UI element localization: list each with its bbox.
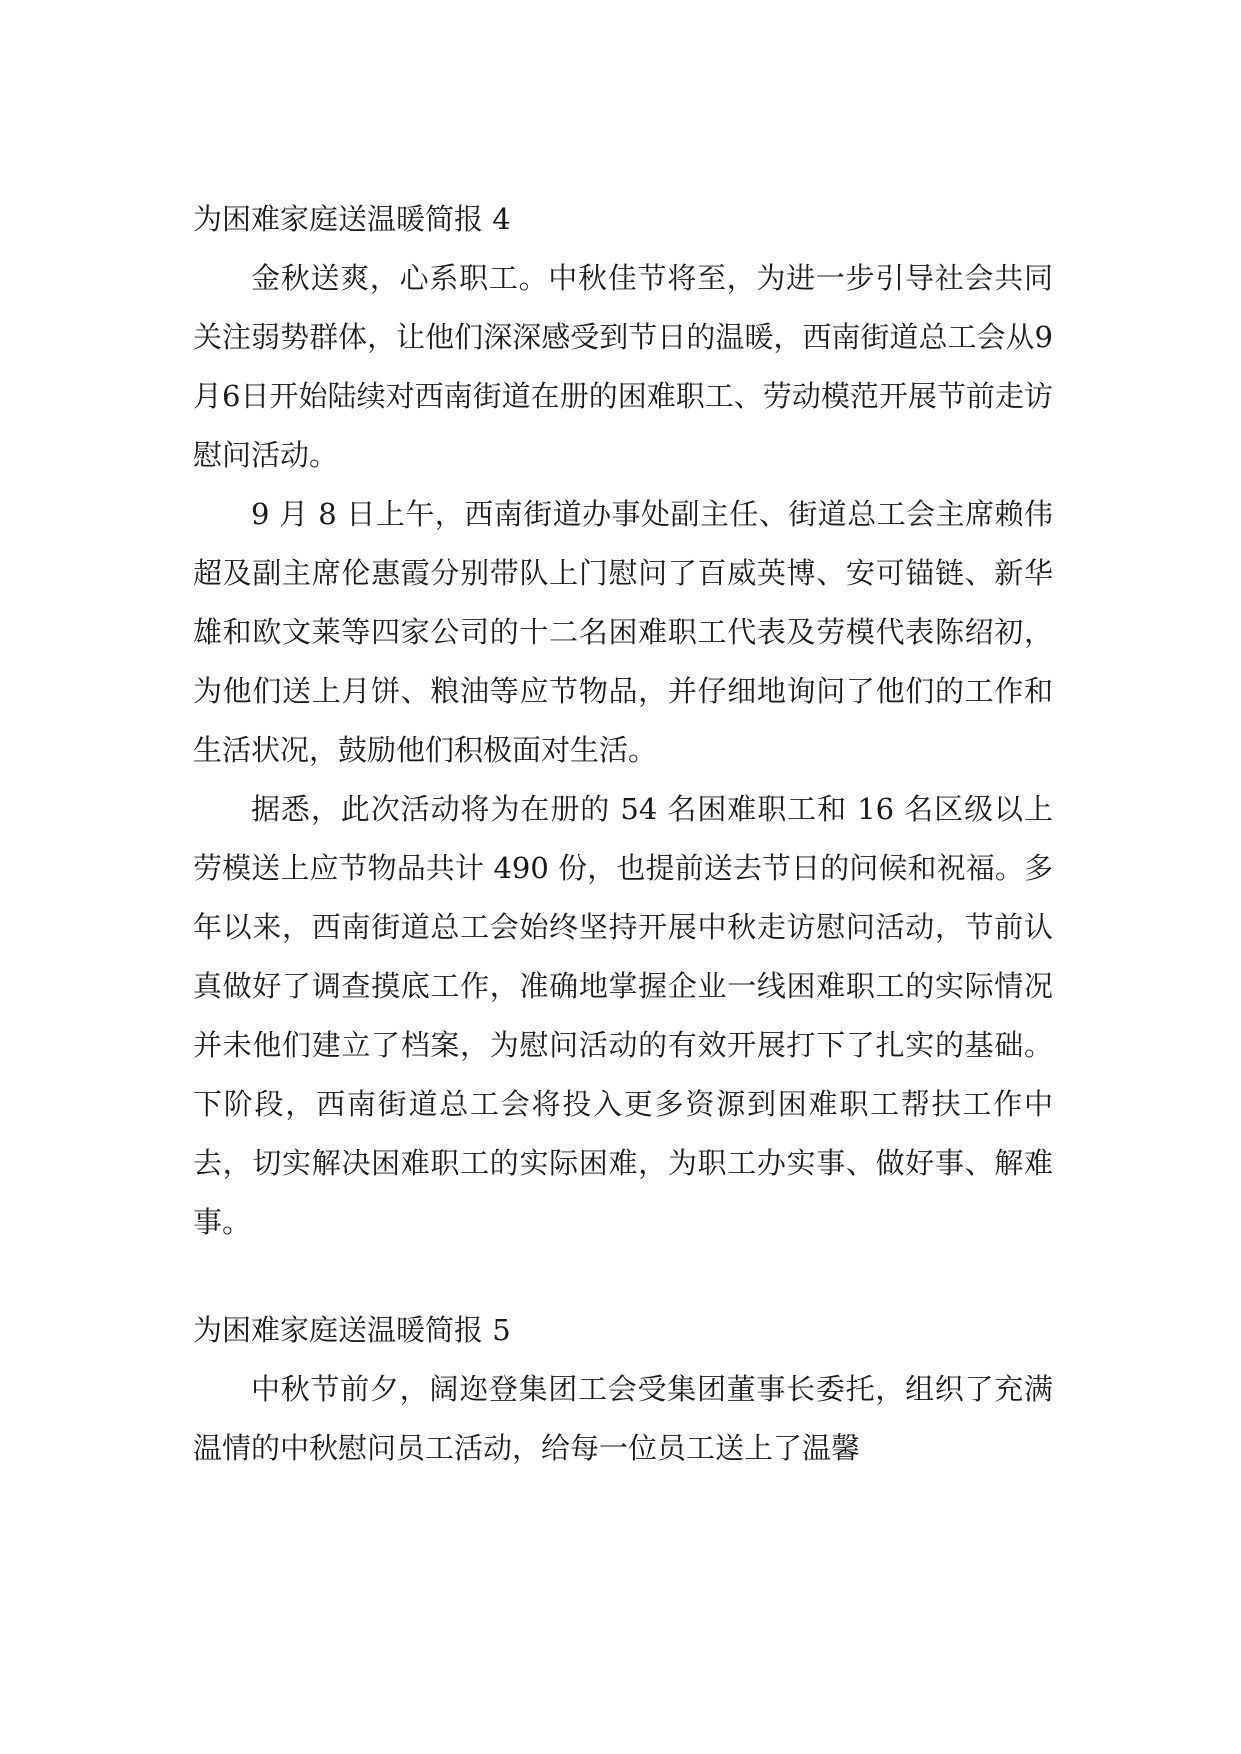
report-section-4 (193, 190, 1053, 1252)
document-body (193, 190, 1053, 1478)
body-paragraph: 中秋节前夕，阔迩登集团工会受集团董事长委托，组织了充满温情的中秋慰问员工活动，给每一位员工送上了温馨 (193, 1372, 1053, 1465)
body-paragraph: 金秋送爽，心系职工。中秋佳节将至，为进一步引导社会共同关注弱势群体，让他们深深感受到节日的温暖，西南街道总工会从9月6日开始陆续对西南街道在册的困难职工、劳动模范开展节前走访慰问活动。 (193, 261, 1053, 472)
section-heading: 为困难家庭送温暖简报 5 (193, 1313, 511, 1347)
body-paragraph: 9 月 8 日上午，西南街道办事处副主任、街道总工会主席赖伟超及副主席伦惠霞分别带队上门慰问了百威英博、安可锚链、新华雄和欧文莱等四家公司的十二名困难职工代表及劳模代表陈绍初，为他们送上月饼、粮油等应节物品，并仔细地询问了他们的工作和生活状况，鼓励他们积极面对生活。 (193, 497, 1053, 767)
section-heading: 为困难家庭送温暖简报 4 (193, 202, 511, 236)
body-paragraph: 据悉，此次活动将为在册的 54 名困难职工和 16 名区级以上劳模送上应节物品共计 490 份，也提前送去节日的问候和祝福。多年以来，西南街道总工会始终坚持开展中秋走访慰问活动，节前认真做好了调查摸底工作，准确地掌握企业一线困难职工的实际情况并未他们建立了档案，为慰问活动的有效开展打下了扎实的基础。下阶段，西南街道总工会将投入更多资源到困难职工帮扶工作中去，切实解决困难职工的实际困难，为职工办实事、做好事、解难事。 (193, 792, 1053, 1239)
section-spacer (193, 1252, 1053, 1301)
report-section-5 (193, 1301, 1053, 1478)
